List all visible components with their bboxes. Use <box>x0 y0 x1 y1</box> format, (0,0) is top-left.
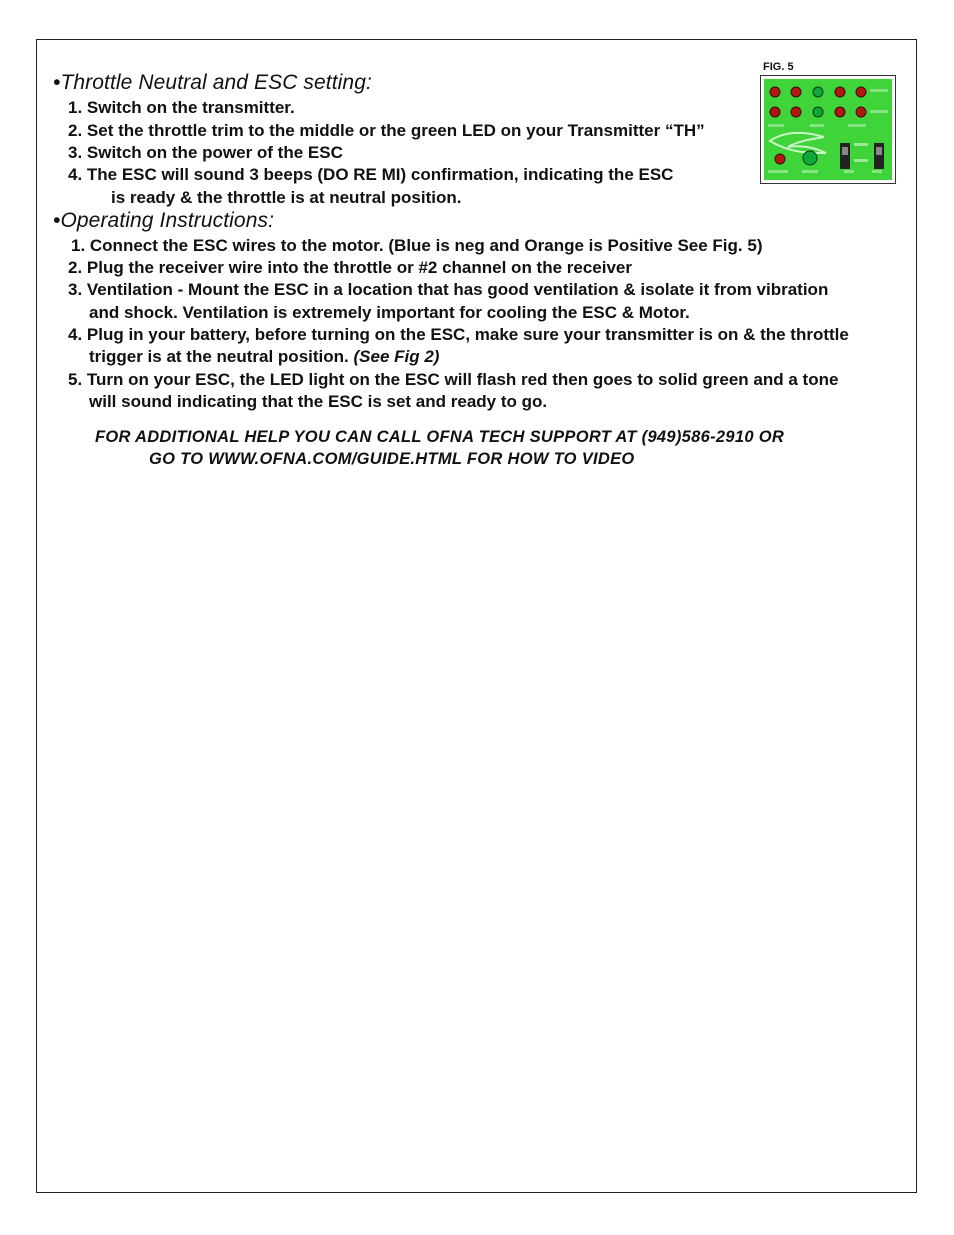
figure-label: FIG. 5 <box>763 61 794 73</box>
figure-esc-board <box>760 75 896 184</box>
silkscreen-mark <box>810 124 824 127</box>
led-green <box>813 87 823 97</box>
led-red <box>770 87 780 97</box>
switch-th-knob <box>876 147 882 155</box>
switch-th-icon <box>874 143 884 169</box>
list-item: 3. Switch on the power of the ESC <box>68 143 343 162</box>
list-item-text: trigger is at the neutral position. <box>89 347 349 366</box>
list-item: 2. Set the throttle trim to the middle or the green LED on your Transmitter “TH” <box>68 121 705 140</box>
support-note-line-1: FOR ADDITIONAL HELP YOU CAN CALL OFNA TECH SUPPORT AT (949)586-2910 OR <box>95 428 785 446</box>
section-heading-throttle-neutral: •Throttle Neutral and ESC setting: <box>53 71 372 94</box>
led-red <box>835 107 845 117</box>
led-red <box>791 107 801 117</box>
silkscreen-mark <box>870 110 888 113</box>
section-heading-operating-instructions: •Operating Instructions: <box>53 209 275 232</box>
silkscreen-mark <box>802 170 818 173</box>
switch-st-knob <box>842 147 848 155</box>
led-red <box>835 87 845 97</box>
led-red <box>856 107 866 117</box>
led-red <box>770 107 780 117</box>
switch-st-icon <box>840 143 850 169</box>
list-item: 1. Switch on the transmitter. <box>68 98 295 117</box>
list-item: 2. Plug the receiver wire into the throttle or #2 channel on the receiver <box>68 258 632 277</box>
list-item-continuation: and shock. Ventilation is extremely important for cooling the ESC & Motor. <box>89 303 690 322</box>
list-item: 1. Connect the ESC wires to the motor. (Blue is neg and Orange is Positive See Fig. 5) <box>71 236 763 255</box>
silkscreen-mark <box>768 124 784 127</box>
silkscreen-mark <box>844 170 854 173</box>
list-item: 4. The ESC will sound 3 beeps (DO RE MI) confirmation, indicating the ESC <box>68 165 674 184</box>
figure-reference: (See Fig 2) <box>353 347 440 366</box>
list-item-continuation: will sound indicating that the ESC is set and ready to go. <box>89 392 548 411</box>
list-item-continuation <box>89 347 439 367</box>
silkscreen-mark <box>848 124 866 127</box>
list-item: 4. Plug in your battery, before turning on the ESC, make sure your transmitter is on & the throttle <box>68 325 849 344</box>
power-led <box>775 154 785 164</box>
esc-board-background <box>764 79 892 180</box>
silkscreen-mark <box>872 170 882 173</box>
esc-board-image <box>764 79 892 180</box>
led-green <box>813 107 823 117</box>
silkscreen-mark <box>870 89 888 92</box>
support-note-line-2: GO TO WWW.OFNA.COM/GUIDE.HTML FOR HOW TO VIDEO <box>149 450 635 468</box>
led-red <box>856 87 866 97</box>
silkscreen-mark <box>768 170 788 173</box>
silkscreen-mark <box>854 143 868 146</box>
setup-button-icon <box>803 151 817 165</box>
led-red <box>791 87 801 97</box>
list-item-continuation: is ready & the throttle is at neutral position. <box>111 188 462 207</box>
list-item: 3. Ventilation - Mount the ESC in a location that has good ventilation & isolate it from vibration <box>68 280 829 299</box>
list-item: 5. Turn on your ESC, the LED light on the ESC will flash red then goes to solid green and a tone <box>68 370 839 389</box>
silkscreen-mark <box>854 159 868 162</box>
